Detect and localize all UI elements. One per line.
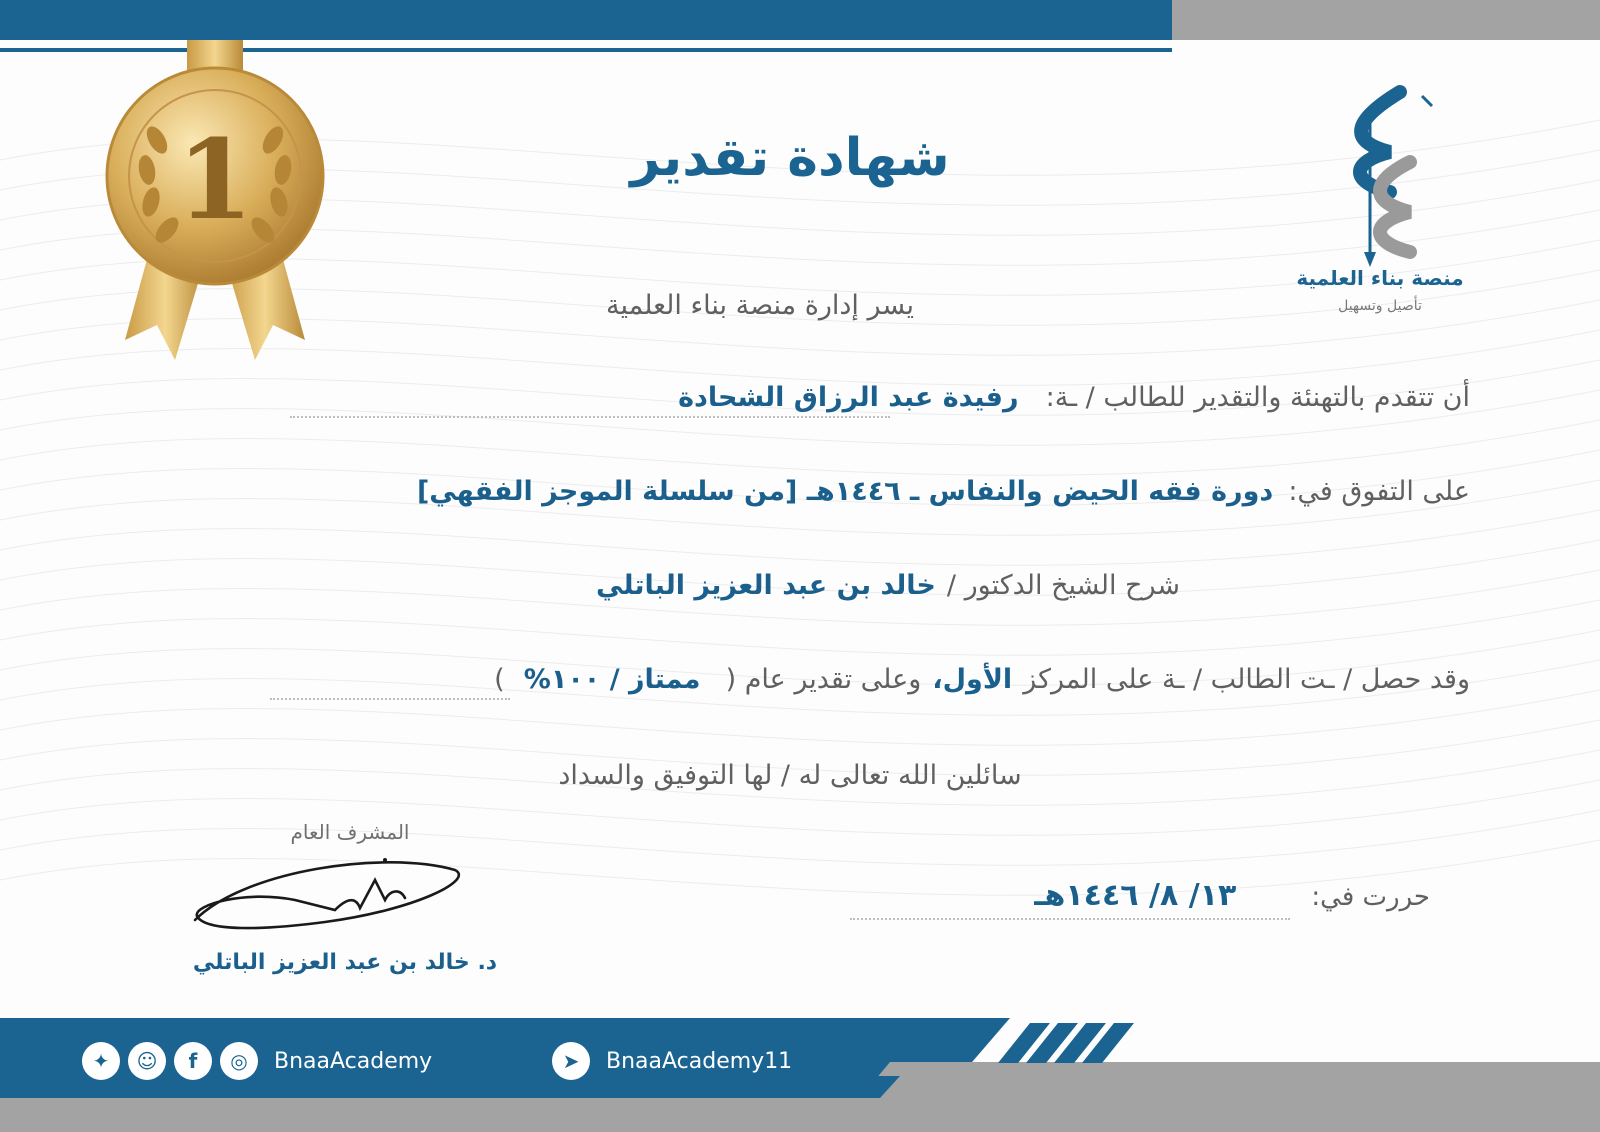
intro-text: يسر إدارة منصة بناء العلمية	[605, 290, 915, 321]
telegram-link	[552, 1042, 792, 1080]
result-prefix: وقد حصل / ـت الطالب / ـة على المركز	[1023, 664, 1470, 695]
instructor-prefix: شرح الشيخ الدكتور /	[946, 570, 1180, 601]
logo-tagline: تأصيل وتسهيل	[1338, 298, 1422, 314]
top-blue-band	[0, 0, 1172, 40]
certificate-title: شهادة تقدير	[630, 128, 950, 188]
instructor-line	[596, 570, 1180, 601]
course-name: دورة فقه الحيض والنفاس ـ ١٤٤٦هـ [من سلسلة الموجز الفقهي]	[416, 476, 1274, 507]
social-links	[82, 1042, 432, 1080]
telegram-handle[interactable]: BnaaAcademy11	[606, 1048, 793, 1074]
logo-name: منصة بناء العلمية	[1296, 266, 1464, 290]
student-line	[678, 382, 1470, 413]
result-line	[494, 664, 1470, 695]
date-value: ١٣/ ٨/ ١٤٤٦هـ	[1034, 878, 1237, 913]
grade-suffix: )	[494, 664, 505, 695]
rank: الأول،	[932, 664, 1013, 695]
student-prefix: أن تتقدم بالتهنئة والتقدير للطالب / ـة:	[1045, 382, 1470, 413]
snapchat-icon[interactable]: ☺	[128, 1042, 166, 1080]
dotted-line	[270, 698, 510, 700]
instructor-name: خالد بن عبد العزيز الباتلي	[596, 570, 936, 601]
date-label: حررت في:	[1311, 882, 1430, 912]
facebook-icon[interactable]: f	[174, 1042, 212, 1080]
dotted-line	[290, 416, 890, 418]
course-prefix: على التفوق في:	[1288, 476, 1470, 507]
grade: ممتاز / ١٠٠%	[523, 664, 701, 695]
gold-medal-icon	[95, 40, 335, 370]
issue-date	[1034, 878, 1430, 913]
social-handle[interactable]: BnaaAcademy	[274, 1048, 433, 1074]
student-name: رفيدة عبد الرزاق الشحادة	[678, 382, 1019, 413]
twitter-icon[interactable]: ✦	[82, 1042, 120, 1080]
medal-number: 1	[176, 115, 254, 244]
closing-text: سائلين الله تعالى له / لها التوفيق والسداد	[558, 760, 1022, 791]
course-line	[417, 476, 1470, 507]
grade-prefix: وعلى تقدير عام (	[725, 664, 922, 695]
top-grey-band	[1170, 0, 1600, 40]
dotted-line	[850, 918, 1290, 920]
signature-title: المشرف العام	[290, 820, 410, 844]
telegram-icon[interactable]: ➤	[552, 1042, 590, 1080]
signature-drawing	[185, 850, 475, 940]
signatory-name: د. خالد بن عبد العزيز الباتلي	[192, 950, 498, 975]
instagram-icon[interactable]: ◎	[220, 1042, 258, 1080]
